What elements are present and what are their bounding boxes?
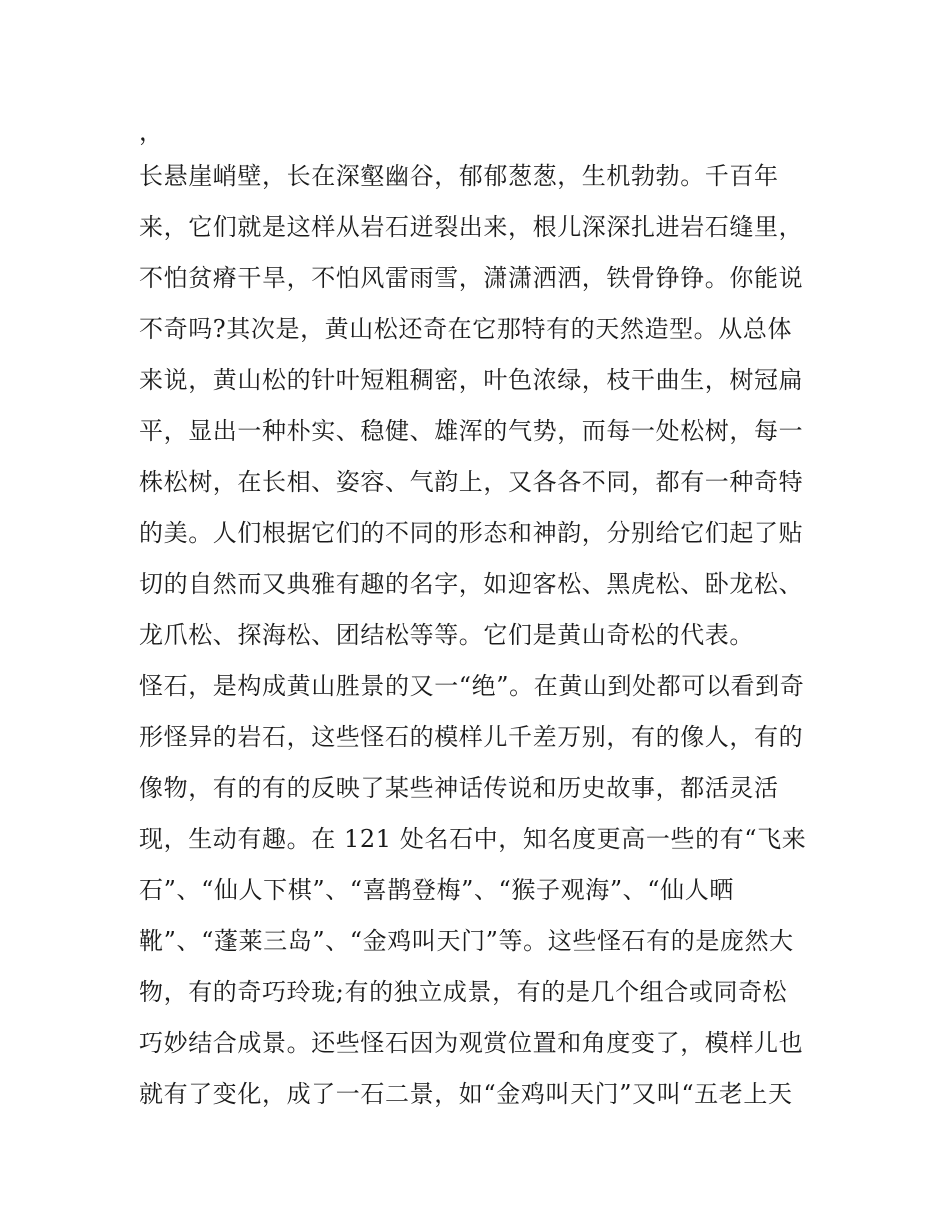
- text-line: 形怪异的岩石，这些怪石的模样儿千差万别，有的像人，有的: [139, 723, 804, 751]
- text-line: ，: [139, 118, 164, 146]
- text-line: 靴”、“蓬莱三岛”、“金鸡叫天门”等。这些怪石有的是庞然大: [139, 927, 794, 955]
- text-line: 石”、“仙人下棋”、“喜鹊登梅”、“猴子观海”、“仙人晒: [139, 876, 734, 904]
- text-line: 切的自然而又典雅有趣的名字，如迎客松、黑虎松、卧龙松、: [139, 570, 804, 598]
- text-line: 平，显出一种朴实、稳健、雄浑的气势，而每一处松树，每一: [139, 417, 804, 445]
- text-line: 长悬崖峭壁，长在深壑幽谷，郁郁葱葱，生机勃勃。千百年: [139, 162, 779, 190]
- text-line: 来说，黄山松的针叶短粗稠密，叶色浓绿，枝干曲生，树冠扁: [139, 366, 804, 394]
- text-line: 龙爪松、探海松、团结松等等。它们是黄山奇松的代表。: [139, 621, 754, 649]
- text-line: 巧妙结合成景。还些怪石因为观赏位置和角度变了，模样儿也: [139, 1029, 804, 1057]
- text-line: 现，生动有趣。在 121 处名石中，知名度更高一些的有“飞来: [139, 825, 807, 853]
- text-line: 像物，有的有的反映了某些神话传说和历史故事，都活灵活: [139, 774, 779, 802]
- document-body: [139, 113, 829, 1120]
- text-line: 就有了变化，成了一石二景，如“金鸡叫天门”又叫“五老上天: [139, 1080, 793, 1108]
- text-line: 物，有的奇巧玲珑;有的独立成景，有的是几个组合或同奇松: [139, 978, 788, 1006]
- text-line: 怪石，是构成黄山胜景的又一“绝”。在黄山到处都可以看到奇: [139, 672, 805, 700]
- text-line: 来，它们就是这样从岩石迸裂出来，根儿深深扎进岩石缝里，: [139, 213, 804, 241]
- text-line: 株松树，在长相、姿容、气韵上，又各各不同，都有一种奇特: [139, 468, 804, 496]
- text-line: 的美。人们根据它们的不同的形态和神韵，分别给它们起了贴: [139, 519, 804, 547]
- text-line: 不奇吗?其次是，黄山松还奇在它那特有的天然造型。从总体: [139, 315, 793, 343]
- text-line: 不怕贫瘠干旱，不怕风雷雨雪，潇潇洒洒，铁骨铮铮。你能说: [139, 264, 804, 292]
